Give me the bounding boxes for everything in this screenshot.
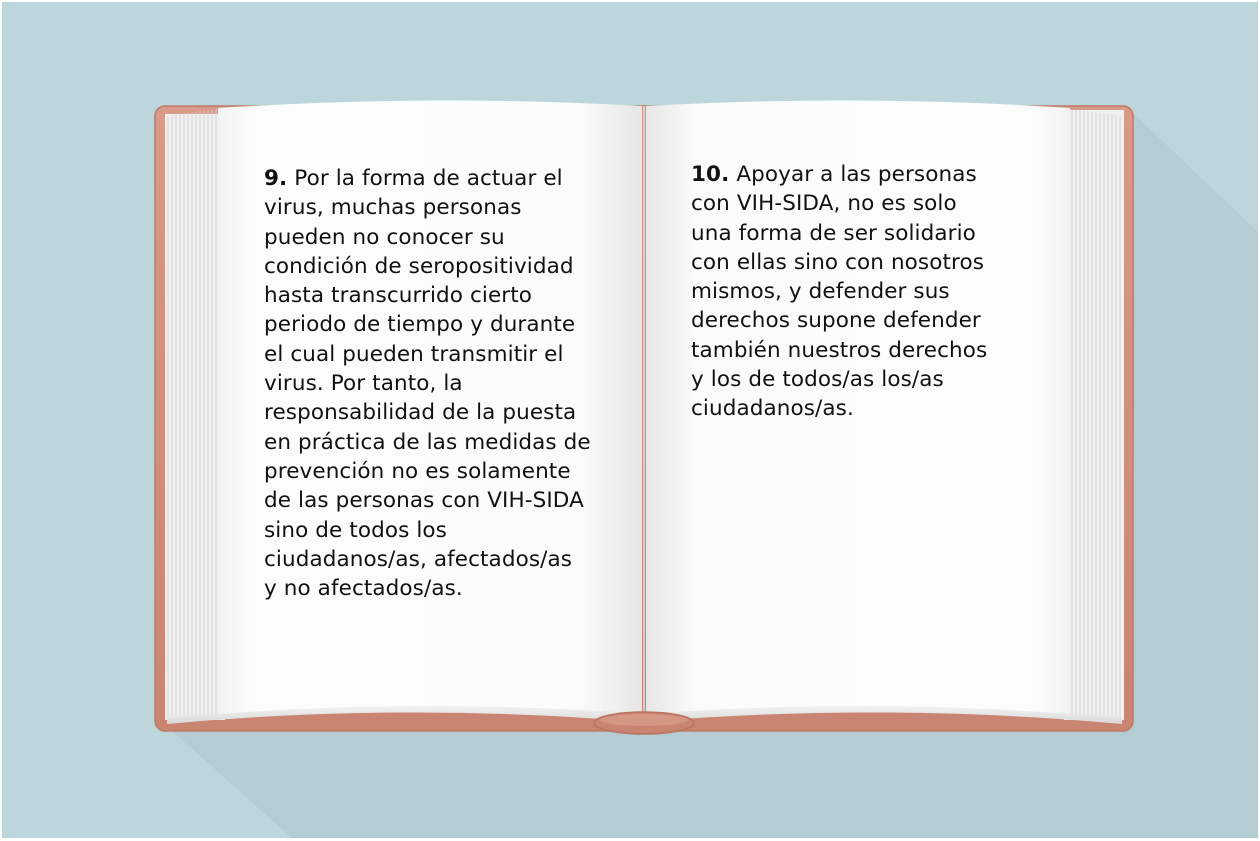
book-shadow (162, 722, 1258, 838)
right-page-body: Apoyar a las personas con VIH-SIDA, no es solo una forma de ser solidario con ellas sino con nosotros mismos, y defender sus derechos supone defender también nuestros derechos y los de todos/as los/as ciudadanos/as. (691, 162, 988, 422)
illustration-background (2, 2, 1258, 838)
right-page-text (691, 160, 1051, 424)
left-page-body: Por la forma de actuar el virus, muchas personas pueden no conocer su condición de seropositividad hasta transcurrido cierto periodo de tiempo y durante el cual pueden transmitir el virus. Por tanto, la responsabilidad de la puesta en práctica de las medidas de prevención no es solamente de las personas con VIH-SIDA sino de todos los ciudadanos/as, afectados/as y no afectados/as. (264, 166, 591, 602)
left-page-number: 9. (264, 166, 288, 191)
right-page-number: 10. (691, 162, 730, 187)
left-page-text (264, 164, 644, 603)
